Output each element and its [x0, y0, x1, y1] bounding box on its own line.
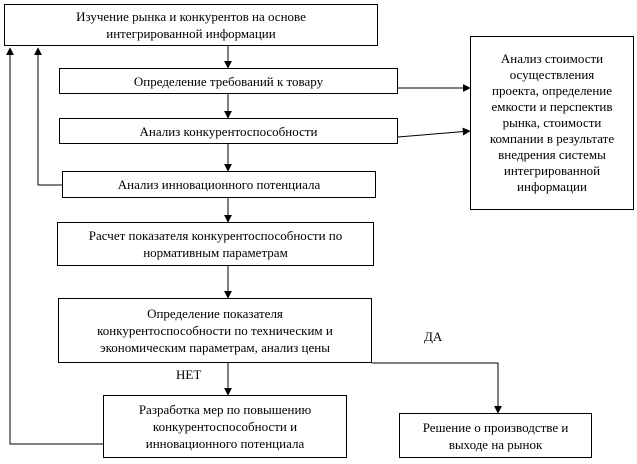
node-tech-econ-indicator: Определение показателя конкурентоспособности по техническим и экономическим параметрам, анализ цены [58, 298, 372, 363]
node-market-study: Изучение рынка и конкурентов на основе интегрированной информации [4, 4, 378, 46]
node-cost-analysis: Анализ стоимости осуществления проекта, определение емкости и перспектив рынка, стоимости компании в результате внедрения системы интегрированной информации [470, 36, 634, 210]
node-requirements: Определение требований к товару [59, 68, 398, 94]
node-improvement-measures: Разработка мер по повышению конкурентоспособности и инновационного потенциала [103, 395, 347, 458]
arrow-tech-econ-to-decision [372, 363, 498, 413]
arrow-competitiveness-to-cost [398, 131, 470, 137]
label-no: НЕТ [176, 367, 202, 382]
node-normative-calculation: Расчет показателя конкурентоспособности по нормативным параметрам [57, 222, 374, 266]
node-market-decision: Решение о производстве и выходе на рынок [399, 413, 592, 458]
node-competitiveness-analysis: Анализ конкурентоспособности [59, 118, 398, 144]
node-innovation-potential: Анализ инновационного потенциала [62, 171, 376, 198]
label-yes: ДА [424, 329, 443, 344]
